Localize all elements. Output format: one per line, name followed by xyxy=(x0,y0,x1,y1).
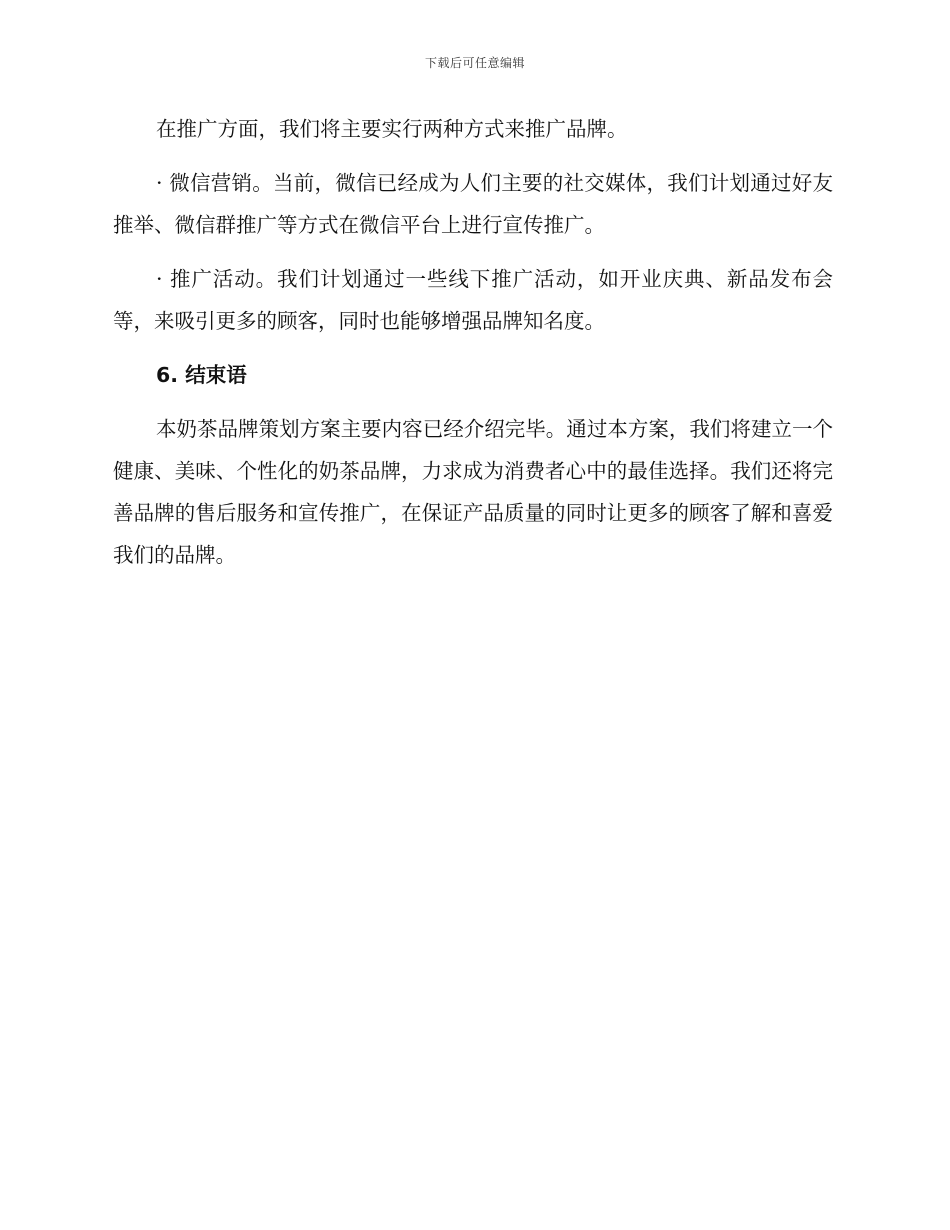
document-body xyxy=(113,108,833,576)
paragraph-promotion-events: · 推广活动。我们计划通过一些线下推广活动，如开业庆典、新品发布会等，来吸引更多的顾客，同时也能够增强品牌知名度。 xyxy=(113,267,833,333)
section-heading-conclusion: 6. 结束语 xyxy=(156,363,247,387)
paragraph-conclusion: 本奶茶品牌策划方案主要内容已经介绍完毕。通过本方案，我们将建立一个健康、美味、个性化的奶茶品牌，力求成为消费者心中的最佳选择。我们还将完善品牌的售后服务和宣传推广，在保证产品质量的同时让更多的顾客了解和喜爱我们的品牌。 xyxy=(113,417,833,567)
paragraph-promotion-intro: 在推广方面，我们将主要实行两种方式来推广品牌。 xyxy=(156,117,628,141)
page-header: 下载后可任意编辑 xyxy=(424,56,525,70)
paragraph-wechat-marketing: · 微信营销。当前，微信已经成为人们主要的社交媒体，我们计划通过好友推举、微信群推广等方式在微信平台上进行宣传推广。 xyxy=(113,171,833,237)
